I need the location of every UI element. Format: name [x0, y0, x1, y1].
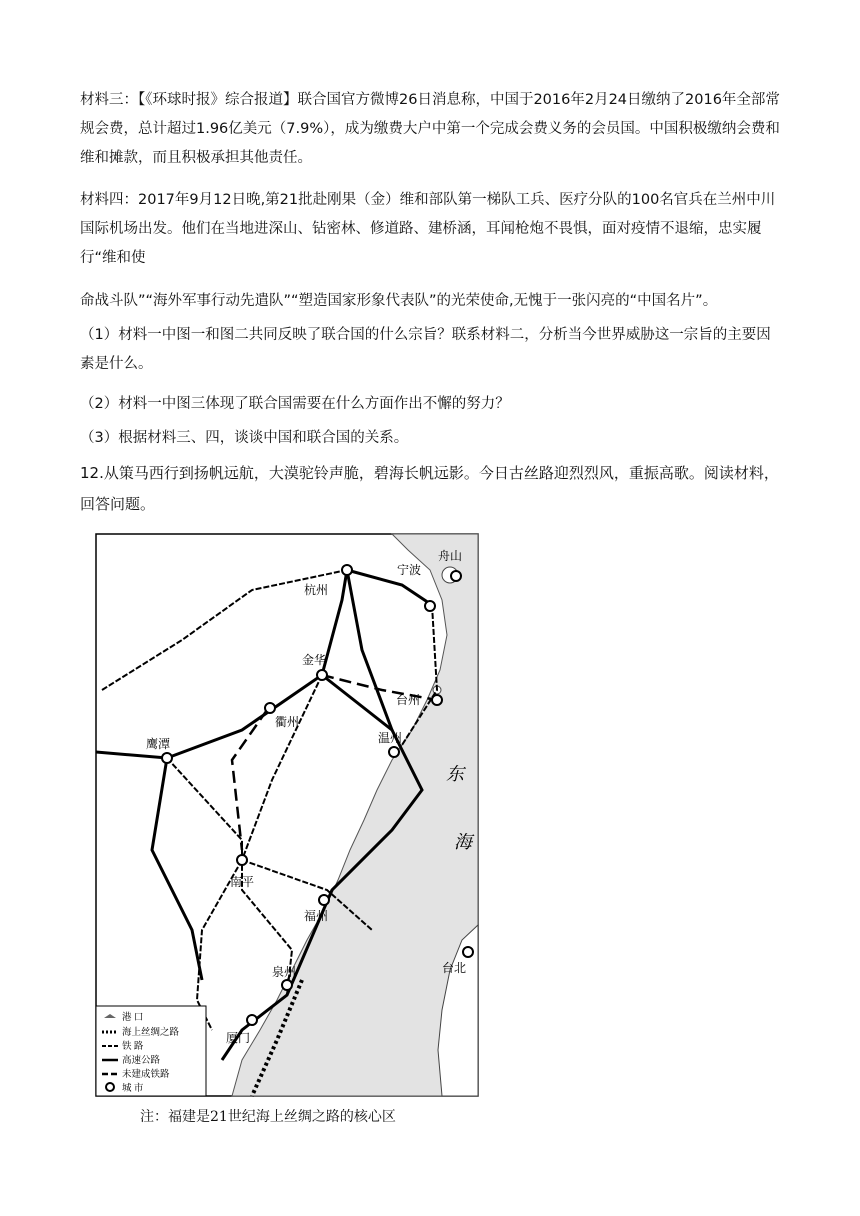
- city-quanzhou: 泉州: [272, 965, 297, 979]
- silk-road-map: [92, 530, 482, 1102]
- material-four: 材料四：2017年9月12日晚,第21批赴刚果（金）维和部队第一梯队工兵、医疗分队的100名官兵在兰州中川国际机场出发。他们在当地进深山、钻密林、修道路、建桥涵，耳闻枪炮不畏惧，面对疫情不退缩，忠实履行“维和使: [80, 192, 776, 266]
- sea-label-hai: 海: [454, 832, 472, 852]
- legend-unbuilt-railway: 未建成铁路: [122, 1070, 170, 1080]
- material-four-continued: 命战斗队”“海外军事行动先遣队”“塑造国家形象代表队”的光荣使命,无愧于一张闪亮的“中国名片”。: [80, 293, 718, 309]
- city-xiamen: 厦门: [226, 1031, 251, 1045]
- city-fuzhou: 福州: [304, 909, 329, 923]
- map-caption: 注：福建是21世纪海上丝绸之路的核心区: [140, 1109, 396, 1125]
- city-wenzhou: 温州: [378, 731, 403, 745]
- city-ningbo: 宁波: [397, 563, 422, 577]
- city-zhoushan: 舟山: [438, 549, 463, 563]
- question-1: （1）材料一中图一和图二共同反映了联合国的什么宗旨？联系材料二，分析当今世界威胁这一宗旨的主要因素是什么。: [80, 327, 771, 372]
- map-legend: [96, 1006, 206, 1096]
- city-nanping: 南平: [230, 875, 255, 889]
- city-hangzhou: 杭州: [304, 583, 329, 597]
- legend-silk-road: 海上丝绸之路: [122, 1028, 180, 1038]
- legend-railway: 铁 路: [122, 1042, 144, 1052]
- city-jinhua: 金华: [302, 653, 327, 667]
- legend-expressway: 高速公路: [122, 1056, 161, 1066]
- material-three: 材料三：【《环球时报》综合报道】联合国官方微博26日消息称，中国于2016年2月24日缴纳了2016年全部常规会费，总计超过1.96亿美元（7.9%），成为缴费大户中第一个完成会费义务的会员国。中国积极缴纳会费和维和摊款，而且积极承担其他责任。: [80, 92, 780, 166]
- question-3: （3）根据材料三、四，谈谈中国和联合国的关系。: [80, 430, 409, 446]
- sea-label-dong: 东: [446, 764, 464, 784]
- question-2: （2）材料一中图三体现了联合国需要在什么方面作出不懈的努力？: [80, 396, 510, 412]
- city-taizhou: 台州: [396, 693, 421, 707]
- question-12: 12.从策马西行到扬帆远航，大漠驼铃声脆，碧海长帆远影。今日古丝路迎烈烈风，重振高歌。阅读材料，回答问题。: [80, 464, 779, 513]
- legend-city: 城 市: [122, 1084, 144, 1094]
- city-yingtan: 鹰潭: [146, 737, 171, 751]
- city-taipei: 台北: [442, 961, 467, 975]
- city-quzhou: 衢州: [275, 715, 300, 729]
- legend-port: 港 口: [122, 1013, 144, 1023]
